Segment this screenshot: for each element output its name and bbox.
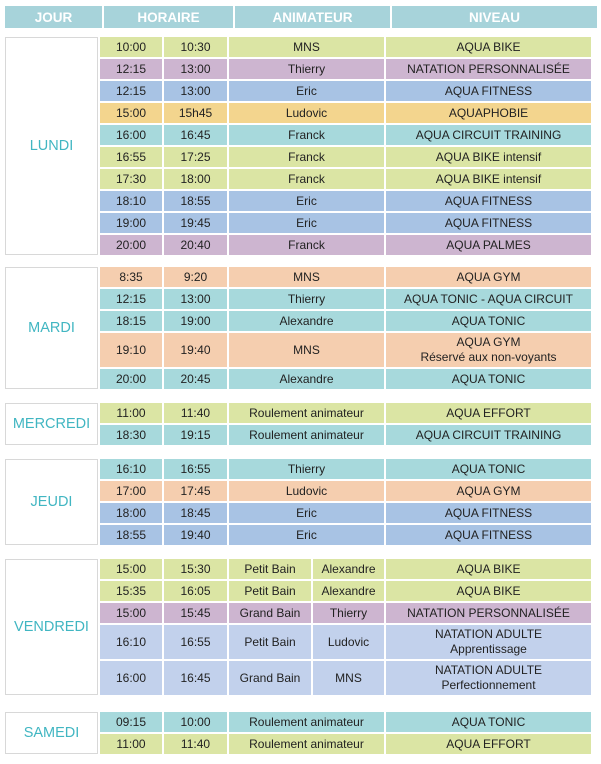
start-time: 15:35: [100, 581, 162, 601]
start-time: 12:15: [100, 81, 162, 101]
end-time: 9:20: [164, 267, 227, 287]
header-jour: JOUR: [5, 6, 102, 28]
level: AQUA GYM: [386, 481, 591, 501]
start-time: 12:15: [100, 59, 162, 79]
level: AQUA BIKE: [386, 37, 591, 57]
start-time: 20:00: [100, 235, 162, 255]
start-time: 17:30: [100, 169, 162, 189]
coach: MNS: [229, 267, 384, 287]
day-label-mardi: MARDI: [5, 267, 98, 389]
level: NATATION PERSONNALISÉE: [386, 59, 591, 79]
day-block-mardi: [3, 265, 593, 391]
level: AQUA TONIC: [386, 459, 591, 479]
end-time: 18:00: [164, 169, 227, 189]
level: AQUA TONIC: [386, 712, 591, 732]
coach: Alexandre: [229, 311, 384, 331]
start-time: 16:00: [100, 661, 162, 695]
start-time: 10:00: [100, 37, 162, 57]
end-time: 17:25: [164, 147, 227, 167]
pool: Petit Bain: [229, 625, 311, 659]
coach: Eric: [229, 81, 384, 101]
end-time: 16:45: [164, 661, 227, 695]
end-time: 13:00: [164, 289, 227, 309]
end-time: 15:30: [164, 559, 227, 579]
day-block-jeudi: [3, 457, 593, 547]
level: NATATION PERSONNALISÉE: [386, 603, 591, 623]
coach: Roulement animateur: [229, 712, 384, 732]
level-line-1: AQUA GYM: [456, 335, 521, 349]
level: AQUA FITNESS: [386, 81, 591, 101]
end-time: 16:55: [164, 625, 227, 659]
level: [386, 625, 591, 659]
level: AQUA BIKE: [386, 581, 591, 601]
coach: Eric: [229, 213, 384, 233]
level: AQUA CIRCUIT TRAINING: [386, 125, 591, 145]
coach: Eric: [229, 525, 384, 545]
coach: Ludovic: [313, 625, 384, 659]
end-time: 18:45: [164, 503, 227, 523]
day-block-samedi: [3, 710, 593, 756]
level: AQUA TONIC: [386, 311, 591, 331]
start-time: 19:10: [100, 333, 162, 367]
coach: Thierry: [229, 459, 384, 479]
schedule-header: [3, 4, 599, 30]
level: AQUA GYM: [386, 267, 591, 287]
coach: Ludovic: [229, 103, 384, 123]
start-time: 11:00: [100, 734, 162, 754]
end-time: 16:05: [164, 581, 227, 601]
coach: Ludovic: [229, 481, 384, 501]
level-line-2: Apprentissage: [450, 642, 527, 656]
start-time: 18:30: [100, 425, 162, 445]
start-time: 8:35: [100, 267, 162, 287]
coach: Franck: [229, 147, 384, 167]
level-line-2: Perfectionnement: [441, 678, 536, 692]
end-time: 17:45: [164, 481, 227, 501]
coach: Franck: [229, 235, 384, 255]
coach: MNS: [313, 661, 384, 695]
coach: Thierry: [229, 289, 384, 309]
day-block-vendredi: [3, 557, 593, 697]
coach: Alexandre: [313, 559, 384, 579]
end-time: 20:45: [164, 369, 227, 389]
coach: Eric: [229, 503, 384, 523]
level: AQUA EFFORT: [386, 403, 591, 423]
header-horaire: HORAIRE: [104, 6, 233, 28]
end-time: 11:40: [164, 403, 227, 423]
start-time: 18:00: [100, 503, 162, 523]
level: AQUA FITNESS: [386, 525, 591, 545]
start-time: 15:00: [100, 603, 162, 623]
end-time: 15h45: [164, 103, 227, 123]
coach: Roulement animateur: [229, 734, 384, 754]
day-label-mercredi: MERCREDI: [5, 403, 98, 445]
pool: Petit Bain: [229, 559, 311, 579]
coach: Franck: [229, 125, 384, 145]
level: AQUA BIKE intensif: [386, 169, 591, 189]
end-time: 13:00: [164, 81, 227, 101]
start-time: 16:55: [100, 147, 162, 167]
day-block-mercredi: [3, 401, 593, 447]
coach: Roulement animateur: [229, 403, 384, 423]
start-time: 18:55: [100, 525, 162, 545]
pool: Petit Bain: [229, 581, 311, 601]
start-time: 15:00: [100, 103, 162, 123]
level: AQUA EFFORT: [386, 734, 591, 754]
level: AQUA CIRCUIT TRAINING: [386, 425, 591, 445]
end-time: 19:40: [164, 525, 227, 545]
day-label-vendredi: VENDREDI: [5, 559, 98, 695]
end-time: 11:40: [164, 734, 227, 754]
level-line-2: Réservé aux non-voyants: [420, 350, 557, 364]
header-animateur: ANIMATEUR: [235, 6, 390, 28]
end-time: 19:45: [164, 213, 227, 233]
day-block-lundi: [3, 35, 593, 257]
start-time: 19:00: [100, 213, 162, 233]
coach: MNS: [229, 37, 384, 57]
level: AQUA BIKE intensif: [386, 147, 591, 167]
coach: Thierry: [313, 603, 384, 623]
end-time: 10:00: [164, 712, 227, 732]
level-line-1: NATATION ADULTE: [434, 627, 543, 641]
end-time: 15:45: [164, 603, 227, 623]
level: AQUA TONIC: [386, 369, 591, 389]
level: [386, 333, 591, 367]
start-time: 16:10: [100, 459, 162, 479]
coach: Alexandre: [229, 369, 384, 389]
coach: Roulement animateur: [229, 425, 384, 445]
end-time: 18:55: [164, 191, 227, 211]
day-label-jeudi: JEUDI: [5, 459, 98, 545]
coach: MNS: [229, 333, 384, 367]
end-time: 16:45: [164, 125, 227, 145]
level: AQUA FITNESS: [386, 191, 591, 211]
level-line-1: NATATION ADULTE: [434, 663, 543, 677]
level: AQUA FITNESS: [386, 503, 591, 523]
level: AQUA TONIC - AQUA CIRCUIT: [386, 289, 591, 309]
day-label-lundi: LUNDI: [5, 37, 98, 255]
header-niveau: NIVEAU: [392, 6, 597, 28]
end-time: 19:15: [164, 425, 227, 445]
level: AQUA FITNESS: [386, 213, 591, 233]
start-time: 17:00: [100, 481, 162, 501]
end-time: 16:55: [164, 459, 227, 479]
start-time: 18:10: [100, 191, 162, 211]
start-time: 16:00: [100, 125, 162, 145]
level: [386, 661, 591, 695]
end-time: 20:40: [164, 235, 227, 255]
start-time: 18:15: [100, 311, 162, 331]
end-time: 19:00: [164, 311, 227, 331]
day-label-samedi: SAMEDI: [5, 712, 98, 754]
coach: Thierry: [229, 59, 384, 79]
end-time: 19:40: [164, 333, 227, 367]
start-time: 16:10: [100, 625, 162, 659]
pool: Grand Bain: [229, 603, 311, 623]
start-time: 11:00: [100, 403, 162, 423]
start-time: 20:00: [100, 369, 162, 389]
start-time: 15:00: [100, 559, 162, 579]
start-time: 09:15: [100, 712, 162, 732]
end-time: 10:30: [164, 37, 227, 57]
coach: Franck: [229, 169, 384, 189]
level: AQUAPHOBIE: [386, 103, 591, 123]
end-time: 13:00: [164, 59, 227, 79]
coach: Eric: [229, 191, 384, 211]
level: AQUA BIKE: [386, 559, 591, 579]
pool: Grand Bain: [229, 661, 311, 695]
level: AQUA PALMES: [386, 235, 591, 255]
coach: Alexandre: [313, 581, 384, 601]
start-time: 12:15: [100, 289, 162, 309]
